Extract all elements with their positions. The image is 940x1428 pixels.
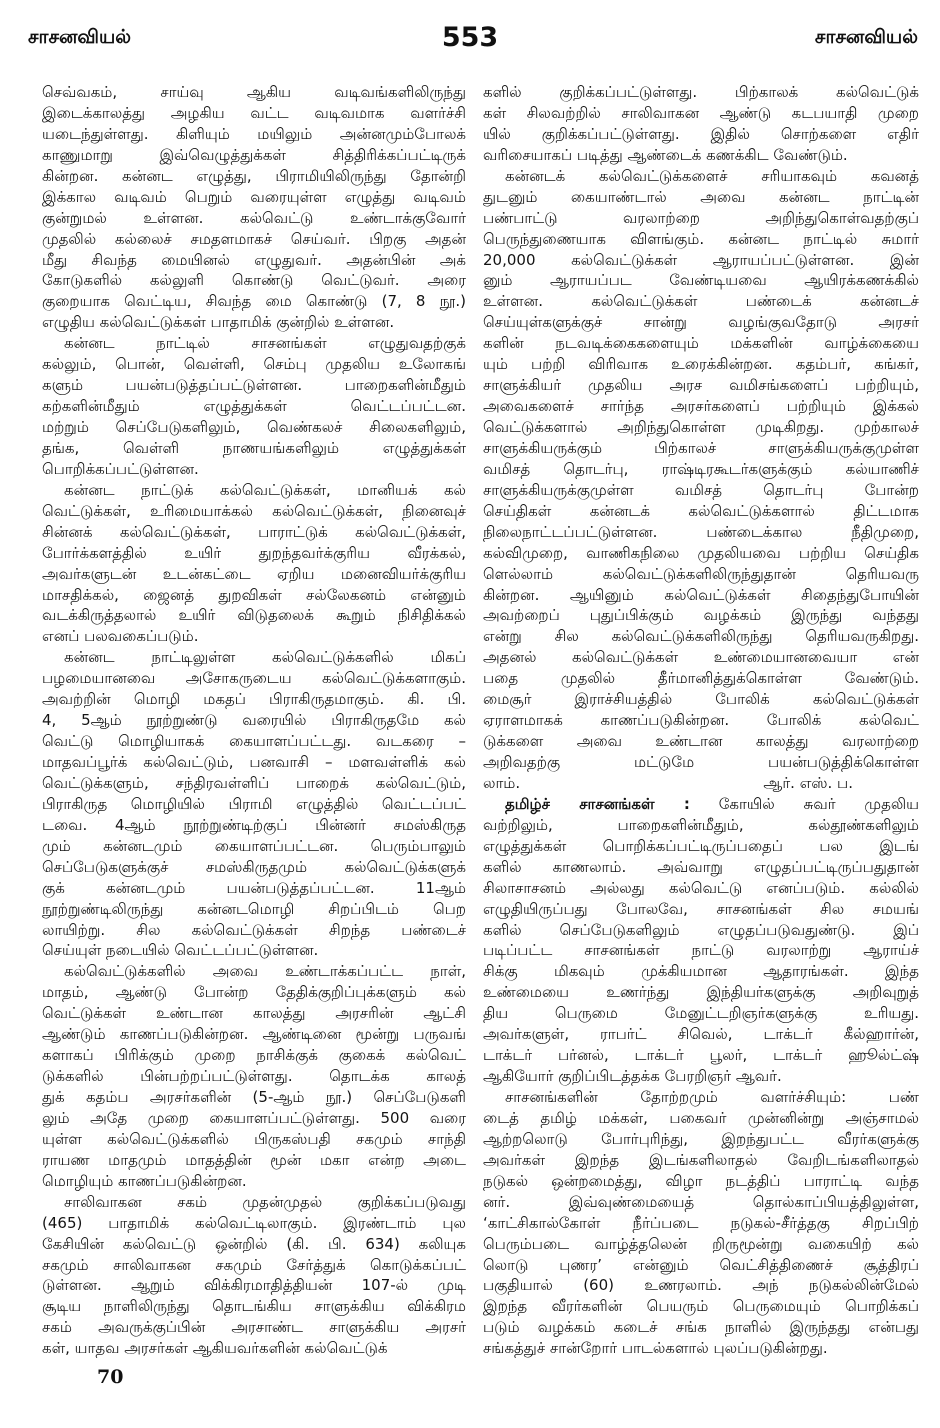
text-line: சாளுக்கியர் முதலிய அரச வமிசங்களைப் பற்றியும், bbox=[483, 376, 919, 395]
running-title-left: சாசனவியல் bbox=[28, 26, 132, 48]
text-line: யடைந்துள்ளது. கிளியும் மயிலும் அன்னமும்போலக் bbox=[42, 124, 466, 143]
text-line: செய்யுள்களுக்குச் சான்று வழங்குவதோடு அரசர் bbox=[483, 313, 919, 332]
left-text-column bbox=[42, 82, 466, 1359]
text-line: வெட்டு மொழியாகக் கையாளப்பட்டது. வடகரை – bbox=[42, 732, 466, 751]
text-line: கல்லும், பொன், வெள்ளி, செம்பு முதலிய உலோகங் bbox=[42, 355, 466, 374]
text-line: அதனல் கல்வெட்டுக்கள் உண்மையானவையா என் bbox=[483, 648, 919, 667]
text-line: எனப் பலவகைப்படும். bbox=[42, 627, 199, 646]
text-line: கன்னட நாட்டில் சாசனங்கள் எழுதுவதற்குக் bbox=[64, 334, 466, 353]
text-line: கல்விமுறை, வாணிகநிலை முதலியவை பற்றிய செய்திக bbox=[483, 543, 919, 562]
text-line: அவர்களுள், ராபர்ட் சிவெல், டாக்டர் கீல்ஹார்ன், bbox=[483, 1025, 919, 1044]
text-line: படிப்பட்ட சாசனங்கள் நாட்டு வரலாற்று ஆராய்ச் bbox=[483, 941, 919, 960]
text-line: உள்ளன. கல்வெட்டுக்கள் பண்டைக் கன்னடச் bbox=[483, 292, 919, 311]
text-line: சூடிய நாளிலிருந்து தொடங்கிய சாளுக்கிய விக்கிரம bbox=[42, 1297, 466, 1316]
text-line: நூற்றுண்டிலிருந்து கன்னடமொழி சிறப்பிடம் பெற bbox=[42, 899, 466, 918]
text-line: களும் பயன்படுத்தப்பட்டுள்ளன. பாறைகளின்மீதும் bbox=[42, 376, 466, 395]
text-line: அவற்றைப் புதுப்பிக்கும் வழக்கம் இருந்து வந்தது bbox=[483, 606, 919, 625]
paragraph bbox=[42, 1192, 466, 1360]
text-line: கள், யாதவ அரசர்கள் ஆகியவர்களின் கல்வெட்டுக் bbox=[42, 1339, 388, 1358]
text-line: சங்கத்துச் சான்றோர் பாடல்களால் புலப்படுகின்றது. bbox=[483, 1339, 828, 1358]
page-number: 553 bbox=[441, 22, 499, 53]
text-line: திய பெருமை மேனுட்டறிஞர்களுக்கு உரியது. bbox=[483, 1004, 919, 1023]
text-line: பிராகிருத மொழியில் பிராமி எழுத்தில் வெட்டப்பட் bbox=[42, 794, 466, 813]
text-line: சாளுக்கியருக்கும் பிற்காலச் சாளுக்கியருக்குமுள்ள bbox=[483, 438, 919, 457]
text-line: வெட்டுக்களும், சந்திரவள்ளிப் பாறைக் கல்வெட்டும், bbox=[42, 773, 466, 792]
text-line: மும் கன்னடமும் கையாளப்பட்டன. பெரும்பாலும் bbox=[42, 836, 466, 855]
text-line: பண்பாட்டு வரலாற்றை அறிந்துகொள்வதற்குப் bbox=[483, 208, 919, 227]
text-line: படும் வழக்கம் கடைச் சங்க நாளில் இருந்தது என்பது bbox=[483, 1318, 919, 1337]
text-line: பெருந்துணையாக விளங்கும். கன்னட நாட்டில் சுமார் bbox=[483, 229, 919, 248]
text-line: ஆகியோர் குறிப்பிடத்தக்க பேரறிஞர் ஆவர். bbox=[483, 1067, 782, 1086]
text-line: ஏராளமாகக் காணப்படுகின்றன. போலிக் கல்வெட் bbox=[483, 711, 919, 730]
text-line: கற்களின்மீதும் எழுத்துக்கள் வெட்டப்பட்டன. bbox=[42, 397, 466, 416]
running-title-right: சாசனவியல் bbox=[814, 26, 918, 48]
text-line: சாசனங்களின் தோற்றமும் வளர்ச்சியும்: பண் bbox=[505, 1088, 919, 1106]
text-line: இறந்த வீரர்களின் பெயரும் பெருமையும் பொறிக்கப் bbox=[483, 1297, 919, 1316]
text-line: டுக்களை அவை உண்டான காலத்து வரலாற்றை bbox=[483, 732, 919, 751]
text-line: குன்றுமல் உள்ளன. கல்வெட்டு உண்டாக்குவோர் bbox=[42, 208, 466, 227]
text-line: வடக்கிருத்தலால் உயிர் விடுதலைக் கூறும் நிசிதிக்கல் bbox=[42, 606, 466, 625]
text-line: பொறிக்கப்பட்டுள்ளன. bbox=[42, 459, 199, 478]
text-line: மாதம், ஆண்டு போன்ற தேதிக்குறிப்புக்களும் கல் bbox=[42, 983, 466, 1002]
text-line: மொழியும் காணப்படுகின்றன. bbox=[42, 1171, 247, 1190]
text-line: அவைகளைச் சார்ந்த அரசர்களைப் பற்றியும் இக்கல் bbox=[483, 397, 919, 416]
text-line: நடுகல் ஒன்றமைத்து, விழா நடத்திப் பாராட்டி வந்த bbox=[483, 1171, 919, 1190]
text-line: டவை. 4ஆம் நூற்றுண்டிற்குப் பின்னர் சமஸ்கிருத bbox=[42, 815, 466, 834]
text-line: டைத் தமிழ் மக்கள், பகைவர் முன்னின்று அஞ்சாமல் bbox=[483, 1108, 919, 1127]
paragraph bbox=[42, 82, 466, 333]
text-line: துடனும் கையாண்டால் அவை கன்னட நாட்டின் bbox=[483, 187, 919, 206]
footer-sheet-number: 70 bbox=[97, 1366, 124, 1388]
text-line: மாசதிக்கல், ஜைனத் துறவிகள் சல்லேகனம் என்னும் bbox=[42, 585, 466, 604]
text-line: ஆற்றலொடு போர்புரிந்து, இறந்துபட்ட வீரர்களுக்கு bbox=[483, 1129, 919, 1148]
text-line: ளெல்லாம் கல்வெட்டுக்களிலிருந்துதான் தெரியவரு bbox=[483, 564, 919, 583]
text-line: போர்க்களத்தில் உயிர் துறந்தவர்க்குரிய வீரக்கல், bbox=[42, 543, 466, 562]
text-line: கள் சிலவற்றில் சாலிவாகன ஆண்டு கடபயாதி முறை bbox=[483, 103, 919, 122]
text-line: கின்றன. கன்னட எழுத்து, பிராமியிலிருந்து தோன்றி bbox=[42, 166, 466, 185]
text-line: தங்க, வெள்ளி நாணயங்களிலும் எழுத்துக்கள் bbox=[42, 438, 466, 457]
right-text-column bbox=[483, 82, 919, 1359]
text-line: யுள்ள கல்வெட்டுக்களில் பிருகஸ்பதி சகமும் சாந்தி bbox=[42, 1129, 466, 1148]
text-line: வெட்டுக்களால் அறிந்துகொள்ள முடிகிறது. முற்காலச் bbox=[483, 418, 919, 436]
text-line: வெட்டுக்கள், உரிமையாக்கல் கல்வெட்டுக்கள், நினைவுச் bbox=[42, 501, 466, 520]
text-line: அவற்றின் மொழி மகதப் பிராகிருதமாகும். கி. பி. bbox=[42, 690, 466, 709]
text-line: கேசியின் கல்வெட்டு ஒன்றில் (கி. பி. 634) கலியுக bbox=[42, 1234, 466, 1253]
text-line: பகுதியால் (60) உணரலாம். அந் நடுகல்லின்மேல் bbox=[483, 1276, 919, 1295]
paragraph bbox=[42, 333, 466, 480]
text-line: களில் காணலாம். அவ்வாறு எழுதப்பட்டிருப்பதுதான் bbox=[483, 857, 919, 876]
paragraph bbox=[42, 480, 466, 648]
text-line: மற்றும் செப்பேடுகளிலும், வெண்கலச் சிலைகளிலும், bbox=[42, 418, 466, 436]
text-line: உண்மையை உணர்ந்து இந்தியர்களுக்கு அறிவுறுத் bbox=[483, 983, 919, 1002]
text-line: 4, 5ஆம் நூற்றுண்டு வரையில் பிராகிருதமே கல் bbox=[42, 711, 466, 730]
text-line: செய்யுள் நடையில் வெட்டப்பட்டுள்ளன. bbox=[42, 941, 319, 960]
text-line: டுள்ளன. ஆறும் விக்கிரமாதித்தியன் 107-ல் முடி bbox=[42, 1276, 466, 1295]
text-line: வற்றிலும், பாறைகளின்மீதும், கல்தூண்களிலும் bbox=[483, 815, 919, 834]
text-line: வெட்டுக்கள் உண்டான காலத்து அரசரின் ஆட்சி bbox=[42, 1004, 466, 1023]
text-line bbox=[483, 794, 919, 815]
text-line: குக் கன்னடமும் பயன்படுத்தப்பட்டன. 11ஆம் bbox=[42, 878, 466, 897]
text-line: எழுத்துக்கள் பொறிக்கப்பட்டிருப்பதைப் பல இடங் bbox=[483, 836, 919, 855]
text-line: 20,000 கல்வெட்டுக்கள் ஆராயப்பட்டுள்ளன. இன் bbox=[483, 250, 919, 269]
text-line: ஆண்டும் காணப்படுகின்றன. ஆண்டினை மூன்று பருவங் bbox=[42, 1025, 466, 1044]
text-line: சிலாசாசனம் அல்லது கல்வெட்டு எனப்படும். கல்லில் bbox=[483, 878, 919, 897]
text-line: கன்னட நாட்டுக் கல்வெட்டுக்கள், மானியக் கல் bbox=[64, 480, 466, 499]
text-line: லொடு புணர’ என்னும் வெட்சித்திணைச் சூத்திரப் bbox=[483, 1255, 919, 1274]
text-line: ‘காட்சிகால்கோள் நீர்ப்படை நடுகல்-சீர்த்தகு சிறப்பிற் bbox=[483, 1213, 919, 1232]
text-line: காணுமாறு இவ்வெழுத்துக்கள் சித்திரிக்கப்பட்டிருக் bbox=[42, 145, 466, 164]
text-line: இக்கால வடிவம் பெறும் வரையுள்ள எழுத்து வடிவம் bbox=[42, 187, 466, 206]
text-line: மைசூர் இராச்சியத்தில் போலிக் கல்வெட்டுக்கள் bbox=[483, 690, 919, 709]
text-line: செவ்வகம், சாய்வு ஆகிய வடிவங்களிலிருந்து bbox=[42, 83, 466, 101]
text-line: நிலைநாட்டப்பட்டுள்ளன. பண்டைக்கால நீதிமுறை, bbox=[483, 522, 919, 541]
text-line: வரிசையாகப் படித்து ஆண்டைக் கணக்கிட வேண்டும். bbox=[483, 145, 848, 164]
text-line: களின் நடவடிக்கைகளையும் மக்களின் வாழ்க்கையை bbox=[483, 334, 919, 353]
text-line: சின்னக் கல்வெட்டுக்கள், பாராட்டுக் கல்வெட்டுக்கள், bbox=[42, 522, 466, 541]
text-line: மாதவப்பூர்க் கல்வெட்டும், பனவாசி – மளவள்ளிக் கல் bbox=[42, 753, 466, 771]
author-signature: ஆர். எஸ். ப. bbox=[763, 773, 853, 792]
text-line: குறையாக வெட்டிய, சிவந்த மை கொண்டு (7, 8 நூ.) bbox=[42, 292, 466, 311]
paragraph bbox=[483, 1087, 919, 1359]
text-line: (465) பாதாமிக் கல்வெட்டிலாகும். இரண்டாம் புல bbox=[42, 1213, 466, 1232]
text-line: கோடுகளில் கல்லுளி கொண்டு வெட்டுவர். அரை bbox=[42, 271, 466, 290]
line-text: லாம். bbox=[483, 773, 521, 792]
text-line: செய்திகள் கன்னடக் கல்வெட்டுக்களால் திட்டமாக bbox=[483, 501, 919, 520]
text-line: சாலிவாகன சகம் முதன்முதல் குறிக்கப்படுவது bbox=[64, 1192, 466, 1211]
text-line: லும் அதே முறை கையாளப்பட்டுள்ளது. 500 வரை bbox=[42, 1108, 466, 1127]
text-line: னர். இவ்வுண்மையைத் தொல்காப்பியத்திலுள்ள, bbox=[483, 1192, 919, 1211]
text-line: அறிவதற்கு மட்டுமே பயன்படுத்திக்கொள்ள bbox=[483, 753, 919, 771]
text-line: சிக்கு மிகவும் முக்கியமான ஆதாரங்கள். இந்த bbox=[483, 962, 919, 981]
text-line: துக் கதம்ப அரசர்களின் (5-ஆம் நூ.) செப்பேடுகளி bbox=[42, 1088, 466, 1106]
text-line: செப்பேடுகளுக்குச் சமஸ்கிருதமும் கல்வெட்டுக்களுக் bbox=[42, 857, 466, 876]
text-line: களில் செப்பேடுகளிலும் எழுதப்படுவதுண்டு. இப் bbox=[483, 920, 919, 939]
text-line: பெரும்படை வாழ்த்தலென் றிருமூன்று வகையிற் கல் bbox=[483, 1234, 919, 1253]
text-line: யும் பற்றி விரிவாக உரைக்கின்றன. கதம்பர், கங்கர், bbox=[483, 355, 919, 374]
text-line: என்று சில கல்வெட்டுக்களிலிருந்து தெரியவருகிறது. bbox=[483, 627, 919, 646]
text-line: மீது சிவந்த மையினல் எழுதுவர். அதன்பின் அக் bbox=[42, 250, 466, 269]
text-line: சகம் அவருக்குப்பின் அரசாண்ட சாளுக்கிய அரசர் bbox=[42, 1318, 466, 1337]
text-line: னும் ஆராயப்பட வேண்டியவை ஆயிரக்கணக்கில் bbox=[483, 271, 919, 290]
text-line: வமிசத் தொடர்பு, ராஷ்டிரகூடர்களுக்கும் கல்யாணிச் bbox=[483, 459, 919, 478]
text-line: கன்னடக் கல்வெட்டுக்களைச் சரியாகவும் கவனத் bbox=[505, 166, 919, 185]
text-line: கன்னட நாட்டிலுள்ள கல்வெட்டுக்களில் மிகப் bbox=[64, 648, 466, 667]
text-line: லாயிற்று. சில கல்வெட்டுக்கள் சிறந்த பண்டைச் bbox=[42, 920, 466, 939]
text-line: எழுதிய கல்வெட்டுக்கள் பாதாமிக் குன்றில் உள்ளன. bbox=[42, 313, 395, 332]
text-line: யில் குறிக்கப்பட்டுள்ளது. இதில் சொற்களை எதிர் bbox=[483, 124, 919, 143]
text-line: கின்றன. ஆயினும் கல்வெட்டுக்கள் சிதைந்துபோயின் bbox=[483, 585, 919, 604]
paragraph bbox=[483, 794, 919, 1087]
text-line bbox=[483, 773, 919, 794]
text-line: சகமும் சாலிவாகன சகமும் சேர்த்துக் கொடுக்கப்பட் bbox=[42, 1255, 466, 1274]
text-line: பதை முதலில் தீர்மானித்துக்கொள்ள வேண்டும். bbox=[483, 669, 919, 688]
text-line: களாகப் பிரிக்கும் முறை நாசிக்குக் குகைக் கல்வெட் bbox=[42, 1046, 466, 1065]
text-line: எழுதியிருப்பது போலவே, சாசனங்கள் சில சமயங் bbox=[483, 899, 919, 918]
text-line: களில் குறிக்கப்பட்டுள்ளது. பிற்காலக் கல்வெட்டுக் bbox=[483, 83, 919, 101]
paragraph bbox=[42, 961, 466, 1191]
text-line: டுக்களில் பின்பற்றப்பட்டுள்ளது. தொடக்க காலத் bbox=[42, 1067, 466, 1086]
text-line: அவர்களுடன் உடன்கட்டை ஏறிய மனைவியர்க்குரிய bbox=[42, 564, 466, 583]
text-line: அவர்கள் இறந்த இடங்களிலாதல் வேறிடங்களிலாதல் bbox=[483, 1150, 919, 1169]
text-line: இடைக்காலத்து அழகிய வட்ட வடிவமாக வளர்ச்சி bbox=[42, 103, 466, 122]
text-line: முதலில் கல்லைச் சமதளமாகச் செய்வர். பிறகு அதன் bbox=[42, 229, 466, 248]
paragraph bbox=[42, 647, 466, 961]
text-line: பழமையானவை அசோகருடைய கல்வெட்டுக்களாகும். bbox=[42, 669, 466, 688]
paragraph bbox=[483, 82, 919, 166]
section-heading: தமிழ்ச் சாசனங்கள் : bbox=[505, 794, 690, 813]
text-line: டாக்டர் பர்னல், டாக்டர் பூலர், டாக்டர் ஹூல்ட்ஷ் bbox=[483, 1046, 919, 1065]
line-text: கோயில் சுவர் முதலிய bbox=[718, 794, 919, 813]
paragraph bbox=[483, 166, 919, 794]
text-line: சாளுக்கியருக்குமுள்ள வமிசத் தொடர்பு போன்ற bbox=[483, 480, 919, 499]
text-line: ராயண மாதமும் மாதத்தின் மூன் மகா என்ற அடை bbox=[42, 1150, 466, 1169]
text-line: கல்வெட்டுக்களில் அவை உண்டாக்கப்பட்ட நாள், bbox=[64, 962, 466, 981]
